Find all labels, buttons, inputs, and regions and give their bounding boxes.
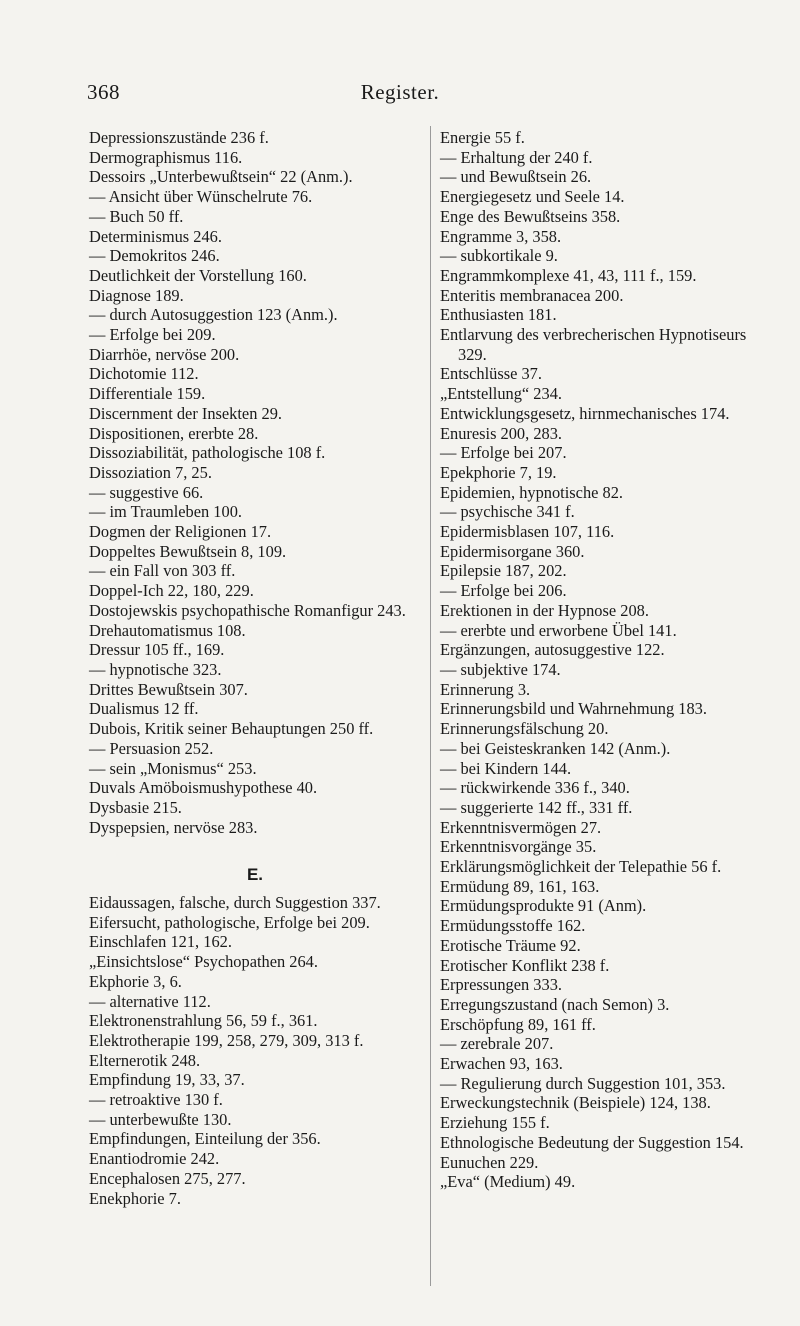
index-entry: Doppeltes Bewußtsein 8, 109. xyxy=(89,541,287,561)
index-entry: Dualismus 12 ff. xyxy=(89,699,199,719)
index-entry: Ermüdungsstoffe 162. xyxy=(440,916,586,936)
index-column-right xyxy=(440,128,776,1192)
index-entry: Dostojewskis psychopathische Romanfigur 243. xyxy=(89,600,406,620)
index-entry: Erziehung 155 f. xyxy=(440,1113,550,1133)
index-column-left xyxy=(89,128,421,1208)
index-entry: — bei Geisteskranken 142 (Anm.). xyxy=(440,738,671,758)
index-entry: Elektrotherapie 199, 258, 279, 309, 313 f. xyxy=(89,1030,364,1050)
running-head: Register. xyxy=(360,80,440,104)
index-entry: Erkenntnisvermögen 27. xyxy=(440,817,602,837)
index-entry: Dispositionen, ererbte 28. xyxy=(89,423,259,443)
index-entry: Empfindungen, Einteilung der 356. xyxy=(89,1129,321,1149)
index-entry: Enantiodromie 242. xyxy=(89,1149,220,1169)
index-entry: — Demokritos 246. xyxy=(89,246,220,266)
index-entry: Epekphorie 7, 19. xyxy=(440,462,557,482)
section-letter-e: E. xyxy=(246,865,264,885)
index-entry: — psychische 341 f. xyxy=(440,502,575,522)
index-entry: Encephalosen 275, 277. xyxy=(89,1168,246,1188)
index-entry: Diagnose 189. xyxy=(89,285,184,305)
index-entry: Ermüdung 89, 161, 163. xyxy=(440,876,600,896)
index-entry: Epidemien, hypnotische 82. xyxy=(440,482,623,502)
index-entry: Dissoziation 7, 25. xyxy=(89,462,212,482)
index-entry: — retroaktive 130 f. xyxy=(89,1090,223,1110)
index-entry: — ererbte und erworbene Übel 141. xyxy=(440,620,677,640)
index-entry: — und Bewußtsein 26. xyxy=(440,167,592,187)
index-entry: Epidermisorgane 360. xyxy=(440,541,585,561)
index-entry: Enekphorie 7. xyxy=(89,1188,181,1208)
index-entry: — Erfolge bei 207. xyxy=(440,443,567,463)
index-entry: Dressur 105 ff., 169. xyxy=(89,640,225,660)
index-entry: Erotische Träume 92. xyxy=(440,935,581,955)
index-entry: — hypnotische 323. xyxy=(89,659,222,679)
index-entry: Dogmen der Religionen 17. xyxy=(89,522,272,542)
index-entry: Erregungszustand (nach Semon) 3. xyxy=(440,994,670,1014)
index-entry: — Persuasion 252. xyxy=(89,738,214,758)
index-entry: Erwachen 93, 163. xyxy=(440,1054,563,1074)
index-entry: Epilepsie 187, 202. xyxy=(440,561,567,581)
index-entry: — suggestive 66. xyxy=(89,482,204,502)
index-entry: Differentiale 159. xyxy=(89,384,206,404)
index-entry: Duvals Amöboismushypothese 40. xyxy=(89,778,318,798)
entries-d xyxy=(89,128,421,837)
index-entry: Discernment der Insekten 29. xyxy=(89,403,282,423)
index-entry: — Erhaltung der 240 f. xyxy=(440,147,593,167)
index-entry: Erkenntnisvorgänge 35. xyxy=(440,837,597,857)
index-entry: — suggerierte 142 ff., 331 ff. xyxy=(440,797,633,817)
index-entry: Dissoziabilität, pathologische 108 f. xyxy=(89,443,326,463)
index-entry: Doppel-Ich 22, 180, 229. xyxy=(89,581,254,601)
index-entry: Drittes Bewußtsein 307. xyxy=(89,679,248,699)
index-entry: Entschlüsse 37. xyxy=(440,364,542,384)
index-entry: — Erfolge bei 206. xyxy=(440,581,567,601)
index-entry: Depressionszustände 236 f. xyxy=(89,128,269,147)
index-entry: Energie 55 f. xyxy=(440,128,525,147)
index-entry: — unterbewußte 130. xyxy=(89,1109,232,1129)
index-entry: Drehautomatismus 108. xyxy=(89,620,246,640)
index-entry: Elektronenstrahlung 56, 59 f., 361. xyxy=(89,1011,318,1031)
index-entry: Ekphorie 3, 6. xyxy=(89,971,182,991)
index-entry: — subkortikale 9. xyxy=(440,246,558,266)
index-entry: — zerebrale 207. xyxy=(440,1034,554,1054)
index-entry: Diarrhöe, nervöse 200. xyxy=(89,344,240,364)
index-entry: Engramme 3, 358. xyxy=(440,226,562,246)
index-entry: Determinismus 246. xyxy=(89,226,222,246)
index-entry: Erpressungen 333. xyxy=(440,975,562,995)
index-entry: — im Traumleben 100. xyxy=(89,502,242,522)
index-entry: Dessoirs „Unterbewußtsein“ 22 (Anm.). xyxy=(89,167,353,187)
index-entry: Enteritis membranacea 200. xyxy=(440,285,624,305)
index-entry: Erweckungstechnik (Beispiele) 124, 138. xyxy=(440,1093,711,1113)
entries-e-continued xyxy=(440,128,776,1192)
index-entry: Eifersucht, pathologische, Erfolge bei 209. xyxy=(89,912,370,932)
index-entry: „Einsichtslose“ Psychopathen 264. xyxy=(89,952,318,972)
index-entry: Elternerotik 248. xyxy=(89,1050,201,1070)
index-entry: Erschöpfung 89, 161 ff. xyxy=(440,1014,596,1034)
index-entry: Entlarvung des verbrecherischen Hypnotiseurs 329. xyxy=(440,325,747,364)
index-entry: Energiegesetz und Seele 14. xyxy=(440,187,625,207)
index-entry: „Eva“ (Medium) 49. xyxy=(440,1172,576,1192)
index-entry: Eidaussagen, falsche, durch Suggestion 337. xyxy=(89,893,381,913)
index-entry: Erinnerungsfälschung 20. xyxy=(440,719,609,739)
index-entry: Erotischer Konflikt 238 f. xyxy=(440,955,610,975)
index-entry: Enge des Bewußtseins 358. xyxy=(440,206,621,226)
index-entry: Deutlichkeit der Vorstellung 160. xyxy=(89,265,307,285)
index-entry: — rückwirkende 336 f., 340. xyxy=(440,778,630,798)
index-entry: Erektionen in der Hypnose 208. xyxy=(440,600,649,620)
index-entry: Erinnerung 3. xyxy=(440,679,531,699)
index-entry: — ein Fall von 303 ff. xyxy=(89,561,236,581)
index-entry: — Erfolge bei 209. xyxy=(89,325,216,345)
index-entry: Ethnologische Bedeutung der Suggestion 154. xyxy=(440,1132,744,1152)
index-entry: — alternative 112. xyxy=(89,991,211,1011)
column-divider xyxy=(430,126,431,1286)
index-entry: Dysbasie 215. xyxy=(89,797,182,817)
index-entry: — bei Kindern 144. xyxy=(440,758,572,778)
index-entry: Dubois, Kritik seiner Behauptungen 250 ff. xyxy=(89,719,374,739)
index-entry: — Buch 50 ff. xyxy=(89,206,184,226)
entries-e xyxy=(89,893,421,1208)
index-entry: Dermographismus 116. xyxy=(89,147,243,167)
index-entry: Empfindung 19, 33, 37. xyxy=(89,1070,245,1090)
index-entry: Einschlafen 121, 162. xyxy=(89,932,232,952)
index-entry: — sein „Monismus“ 253. xyxy=(89,758,257,778)
index-entry: — subjektive 174. xyxy=(440,659,561,679)
index-entry: Dichotomie 112. xyxy=(89,364,199,384)
index-entry: Eunuchen 229. xyxy=(440,1152,539,1172)
index-entry: Epidermisblasen 107, 116. xyxy=(440,522,615,542)
index-entry: — Ansicht über Wünschelrute 76. xyxy=(89,187,313,207)
index-entry: — Regulierung durch Suggestion 101, 353. xyxy=(440,1073,726,1093)
index-entry: Erklärungsmöglichkeit der Telepathie 56 f. xyxy=(440,857,722,877)
index-entry: — durch Autosuggestion 123 (Anm.). xyxy=(89,305,338,325)
index-entry: Ergänzungen, autosuggestive 122. xyxy=(440,640,665,660)
page-number: 368 xyxy=(87,80,120,104)
index-entry: „Entstellung“ 234. xyxy=(440,384,562,404)
index-entry: Dyspepsien, nervöse 283. xyxy=(89,817,258,837)
index-entry: Ermüdungsprodukte 91 (Anm). xyxy=(440,896,647,916)
index-entry: Entwicklungsgesetz, hirnmechanisches 174. xyxy=(440,403,730,423)
index-entry: Enthusiasten 181. xyxy=(440,305,557,325)
index-entry: Engrammkomplexe 41, 43, 111 f., 159. xyxy=(440,265,697,285)
index-entry: Erinnerungsbild und Wahrnehmung 183. xyxy=(440,699,707,719)
index-entry: Enuresis 200, 283. xyxy=(440,423,563,443)
